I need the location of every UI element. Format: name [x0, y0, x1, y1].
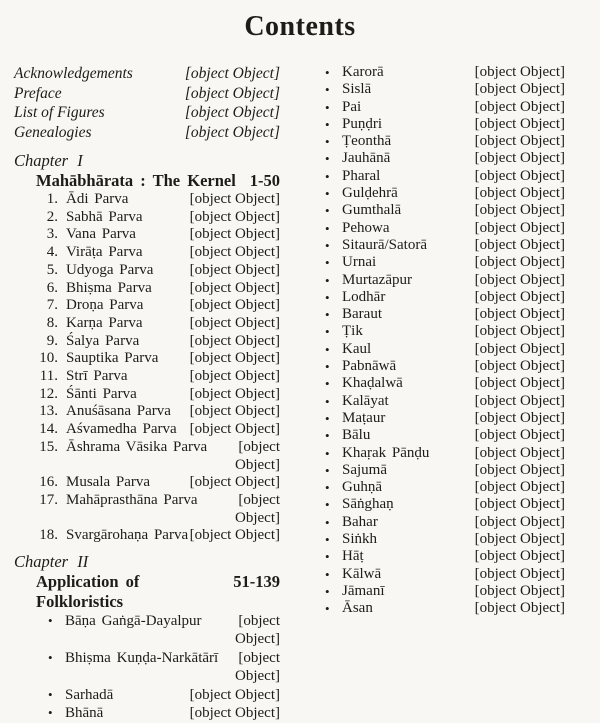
place-row: [325, 237, 565, 254]
bullet-icon: •: [325, 65, 330, 80]
front-matter-label: Preface: [14, 84, 62, 102]
bullet-icon: •: [325, 289, 330, 305]
parva-label: Sauptika Parva: [66, 350, 159, 367]
page-number: [object Object]: [474, 133, 565, 150]
page-number: [object Object]: [474, 565, 565, 582]
parva-number: 4.: [46, 244, 58, 261]
page-number: [object Object]: [189, 208, 280, 225]
parva-label: Bhiṣma Parva: [66, 279, 152, 296]
page-number: [object Object]: [189, 191, 280, 207]
parva-label: Śānti Parva: [66, 385, 137, 402]
place-row: [325, 341, 565, 358]
place-row: [325, 150, 565, 167]
place-label: Jauhānā: [342, 150, 391, 167]
page-number: [object Object]: [474, 427, 565, 444]
place-row: [325, 272, 565, 289]
place-label: Gumthalā: [342, 202, 402, 219]
parva-row: [14, 191, 280, 209]
page-number: [object Object]: [474, 150, 565, 167]
page-number: [object Object]: [189, 279, 280, 296]
place-label: Jāmanī: [342, 582, 385, 599]
place-row: [325, 133, 565, 150]
parva-number: 17.: [39, 491, 58, 508]
page-number: [object Object]: [474, 254, 565, 271]
parva-label: Ādi Parva: [66, 191, 129, 207]
place-label: Bāṇa Gaṅgā-Dayalpur: [65, 613, 202, 630]
bullet-icon: •: [325, 428, 330, 444]
parva-label: Musala Parva: [66, 474, 151, 491]
bullet-icon: •: [325, 220, 330, 236]
place-row: [325, 548, 565, 565]
parva-number: 16.: [39, 474, 58, 491]
parva-number: 9.: [46, 332, 58, 349]
place-label: Sarhadā: [65, 686, 114, 703]
parva-row: [14, 280, 280, 298]
bullet-icon: •: [325, 324, 330, 340]
bullet-icon: •: [325, 514, 330, 530]
parva-row: [14, 421, 280, 439]
chapter1-page-range: 1-50: [249, 171, 280, 190]
chapter2-page-range: 51-139: [233, 572, 280, 592]
page-number: [object Object]: [474, 64, 565, 80]
parva-number: 14.: [39, 421, 58, 438]
page-number: [object Object]: [474, 98, 565, 115]
place-label: Pehowa: [342, 219, 390, 236]
parva-label: Mahāprasthāna Parva: [66, 491, 198, 508]
front-matter-label: List of Figures: [14, 104, 105, 121]
page-number: [object Object]: [189, 261, 280, 278]
page-number: [object Object]: [189, 314, 280, 331]
page-number: [object Object]: [189, 474, 280, 491]
page-number: [object Object]: [184, 65, 280, 82]
parva-number: 2.: [46, 208, 58, 225]
bullet-icon: •: [325, 410, 330, 426]
page-number: [object Object]: [189, 421, 280, 438]
parva-label: Strī Parva: [66, 368, 128, 385]
toc-left-column: [14, 64, 280, 723]
place-row: [325, 531, 565, 548]
bullet-icon: •: [325, 116, 330, 132]
front-matter-row: [14, 64, 280, 84]
place-label: Kālwā: [342, 565, 382, 582]
bullet-icon: •: [325, 583, 330, 599]
parva-row: [14, 209, 280, 227]
page-number: [object Object]: [189, 368, 280, 385]
place-row: [48, 686, 280, 704]
place-label: Āsan: [342, 600, 373, 617]
page-number: [object Object]: [184, 84, 280, 102]
page-number: [object Object]: [474, 219, 565, 236]
place-label: Bahar: [342, 513, 378, 530]
parva-row: [14, 297, 280, 315]
place-row: [325, 254, 565, 271]
bullet-icon: •: [325, 203, 330, 219]
bullet-icon: •: [325, 566, 330, 582]
bullet-icon: •: [325, 272, 330, 288]
place-row: [325, 64, 565, 81]
bullet-icon: •: [325, 359, 330, 375]
place-label: Pharal: [342, 167, 381, 184]
page-number: [object Object]: [474, 306, 565, 323]
page-number: [object Object]: [474, 531, 565, 548]
parva-row: [14, 439, 280, 474]
page-number: [object Object]: [189, 297, 280, 314]
parva-number: 1.: [46, 191, 58, 207]
front-matter-row: [14, 84, 280, 104]
parva-row: [14, 527, 280, 545]
place-row: [325, 220, 565, 237]
page-number: [object Object]: [474, 496, 565, 513]
page-number: [object Object]: [474, 548, 565, 565]
parva-label: Virāṭa Parva: [66, 244, 143, 261]
place-row: [325, 496, 565, 513]
parva-row: [14, 474, 280, 492]
parva-number: 6.: [46, 279, 58, 296]
front-matter-list: [14, 64, 280, 142]
place-row: [325, 306, 565, 323]
bullet-icon: •: [325, 341, 330, 357]
place-row: [325, 202, 565, 219]
place-row: [325, 168, 565, 185]
parva-label: Anuśāsana Parva: [66, 403, 171, 420]
parva-row: [14, 368, 280, 386]
bullet-icon: •: [325, 99, 330, 115]
page-number: [object Object]: [184, 123, 280, 141]
toc-columns: [0, 64, 600, 723]
page-title: Contents: [244, 11, 356, 42]
page-number: [object Object]: [474, 81, 565, 98]
parva-row: [14, 333, 280, 351]
page-number: [object Object]: [189, 226, 280, 243]
bullet-icon: •: [325, 82, 330, 98]
place-row: [325, 583, 565, 600]
bullet-icon: •: [48, 686, 53, 702]
parva-label: Aśvamedha Parva: [66, 421, 177, 438]
page-number: [object Object]: [235, 613, 280, 648]
place-row: [325, 375, 565, 392]
place-row: [325, 462, 565, 479]
bullet-icon: •: [325, 532, 330, 548]
place-label: Ṭik: [342, 323, 363, 340]
place-row: [48, 704, 280, 722]
parva-label: Śalya Parva: [66, 332, 140, 349]
parva-label: Droṇa Parva: [66, 297, 144, 314]
place-row: [325, 185, 565, 202]
place-row: [325, 323, 565, 340]
place-label: Maṭaur: [342, 409, 386, 426]
parva-row: [14, 262, 280, 280]
page-number: [object Object]: [474, 236, 565, 253]
bullet-icon: •: [325, 168, 330, 184]
page-number: [object Object]: [474, 409, 565, 426]
bullet-icon: •: [325, 186, 330, 202]
parva-label: Sabhā Parva: [66, 208, 143, 225]
place-label: Sitaurā/Satorā: [342, 236, 427, 253]
chapter2-title: Application of Folkloristics: [36, 572, 140, 612]
place-label: Guhṇā: [342, 479, 382, 496]
bullet-icon: •: [325, 307, 330, 323]
place-label: Baraut: [342, 306, 382, 323]
page-number: [object Object]: [474, 461, 565, 478]
parva-number: 3.: [46, 226, 58, 243]
place-label: Bālu: [342, 427, 371, 444]
page-number: [object Object]: [474, 202, 565, 219]
page-number: [object Object]: [189, 686, 280, 703]
page-number: [object Object]: [474, 513, 565, 530]
place-label: Pai: [342, 98, 362, 115]
chapter2-title-row: [36, 572, 280, 612]
parva-number: 18.: [39, 527, 58, 544]
place-label: Ṭeonthā: [342, 133, 392, 150]
bullet-icon: •: [325, 134, 330, 150]
parva-number: 13.: [39, 403, 58, 420]
place-row: [325, 289, 565, 306]
page-number: [object Object]: [235, 649, 280, 685]
bullet-icon: •: [325, 151, 330, 167]
parva-row: [14, 492, 280, 527]
page-number: [object Object]: [474, 582, 565, 599]
bullet-icon: •: [325, 393, 330, 409]
page-number: [object Object]: [189, 350, 280, 367]
page-number: [object Object]: [474, 600, 565, 617]
bullet-icon: •: [325, 601, 330, 617]
page-number: [object Object]: [474, 185, 565, 202]
bullet-icon: •: [325, 237, 330, 253]
place-label: Kaul: [342, 340, 372, 357]
place-row: [325, 116, 565, 133]
page-number: [object Object]: [189, 705, 280, 722]
parva-label: Vana Parva: [66, 226, 136, 243]
place-label: Hāṭ: [342, 548, 364, 565]
parva-row: [14, 226, 280, 244]
place-row: [48, 649, 280, 686]
place-label: Siṅkh: [342, 531, 378, 548]
place-label: Khaḍalwā: [342, 375, 403, 392]
page-number: [object Object]: [189, 244, 280, 261]
page-number: [object Object]: [474, 288, 565, 305]
page-number: [object Object]: [474, 375, 565, 392]
place-row: [325, 358, 565, 375]
bullet-icon: •: [48, 705, 53, 721]
bullet-icon: •: [325, 480, 330, 496]
parva-row: [14, 315, 280, 333]
place-label: Bhānā: [65, 705, 104, 722]
page-number: [object Object]: [235, 438, 280, 473]
parva-label: Karṇa Parva: [66, 314, 143, 331]
bullet-icon: •: [325, 549, 330, 565]
page-number: [object Object]: [235, 491, 280, 526]
place-row: [325, 427, 565, 444]
parva-row: [14, 403, 280, 421]
page-number: [object Object]: [474, 392, 565, 409]
front-matter-label: Acknowledgements: [14, 65, 133, 82]
place-row: [325, 410, 565, 427]
chapter2-heading: Chapter II: [14, 552, 89, 572]
page-number: [object Object]: [189, 332, 280, 349]
parva-number: 5.: [46, 261, 58, 278]
page-number: [object Object]: [474, 444, 565, 461]
place-row: [325, 445, 565, 462]
front-matter-label: Genealogies: [14, 123, 92, 141]
front-matter-row: [14, 123, 280, 143]
chapter2-place-list: [14, 612, 280, 722]
page-number: [object Object]: [189, 385, 280, 402]
chapter1-title: Mahābhārata : The Kernel: [36, 171, 236, 190]
place-row: [325, 393, 565, 410]
place-label: Gulḍehrā: [342, 185, 398, 202]
bullet-icon: •: [325, 497, 330, 513]
parva-row: [14, 350, 280, 368]
parva-label: Svargārohaṇa Parva: [66, 527, 189, 544]
page-number: [object Object]: [189, 403, 280, 420]
page-number: [object Object]: [474, 115, 565, 132]
parva-label: Udyoga Parva: [66, 261, 154, 278]
place-label: Sajumā: [342, 461, 387, 478]
bullet-icon: •: [325, 462, 330, 478]
place-label: Sislā: [342, 81, 372, 98]
parva-number: 15.: [39, 438, 58, 455]
parva-number: 7.: [46, 297, 58, 314]
bullet-icon: •: [48, 613, 53, 629]
bullet-icon: •: [325, 255, 330, 271]
place-label: Kalāyat: [342, 392, 389, 409]
place-row: [325, 600, 565, 617]
page-number: [object Object]: [474, 479, 565, 496]
place-label: Karorā: [342, 64, 384, 80]
chapter1-heading: Chapter I: [14, 151, 83, 170]
page-number: [object Object]: [474, 340, 565, 357]
bullet-icon: •: [325, 445, 330, 461]
parva-number: 8.: [46, 314, 58, 331]
place-row: [48, 612, 280, 649]
place-label: Urnai: [342, 254, 377, 271]
parva-number: 10.: [39, 350, 58, 367]
parva-label: Āshrama Vāsika Parva: [66, 438, 208, 455]
page-number: [object Object]: [474, 167, 565, 184]
page-number: [object Object]: [189, 527, 280, 544]
page-number: [object Object]: [474, 271, 565, 288]
bullet-icon: •: [48, 649, 53, 665]
parva-number: 11.: [39, 368, 58, 385]
place-row: [325, 99, 565, 116]
page-number: [object Object]: [184, 104, 280, 121]
place-label: Bhiṣma Kuṇḍa-Narkātārī: [65, 649, 219, 666]
parva-number: 12.: [39, 385, 58, 402]
parva-row: [14, 244, 280, 262]
place-label: Sāṅghaṇ: [342, 496, 394, 513]
place-label: Murtazāpur: [342, 271, 412, 288]
bullet-icon: •: [325, 376, 330, 392]
place-label: Puṇḍri: [342, 115, 383, 132]
parva-list: [14, 191, 280, 545]
page-number: [object Object]: [474, 323, 565, 340]
toc-right-column: [325, 64, 565, 618]
place-row: [325, 479, 565, 496]
chapter1-title-row: [36, 171, 280, 191]
place-row: [325, 566, 565, 583]
parva-row: [14, 386, 280, 404]
place-label: Lodhār: [342, 288, 386, 305]
place-label: Pabnāwā: [342, 358, 397, 375]
place-label: Khaṛak Pānḍu: [342, 444, 430, 461]
place-row: [325, 81, 565, 98]
page-number: [object Object]: [474, 358, 565, 375]
front-matter-row: [14, 103, 280, 123]
place-row: [325, 514, 565, 531]
